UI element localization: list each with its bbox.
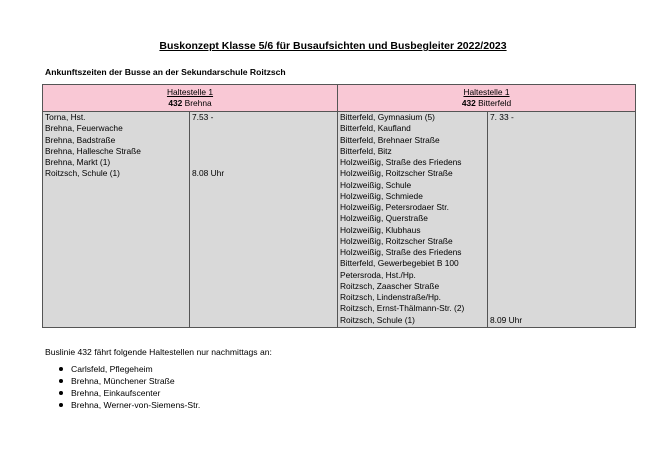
- arrival-time: 7. 33 -: [490, 112, 514, 122]
- stop-name: Holzweißig, Straße des Friedens: [340, 247, 462, 257]
- arrival-time: [490, 146, 633, 157]
- arrival-time: [490, 202, 633, 213]
- afternoon-stops-list: [45, 363, 200, 411]
- right-route-name: Bitterfeld: [478, 98, 512, 108]
- left-route-name: Brehna: [184, 98, 212, 108]
- stop-name: Holzweißig, Straße des Friedens: [340, 157, 462, 167]
- arrival-time: [490, 135, 633, 146]
- bullet-icon: [59, 367, 63, 371]
- arrival-time: 7.53 -: [192, 112, 214, 122]
- document-title: Buskonzept Klasse 5/6 für Busaufsichten und Busbegleiter 2022/2023: [159, 40, 507, 52]
- afternoon-note: Buslinie 432 fährt folgende Haltestellen nur nachmittags an:: [45, 347, 272, 357]
- stop-name: Bitterfeld, Gymnasium (5): [340, 112, 435, 122]
- stop-name: Holzweißig, Petersrodaer Str.: [340, 202, 449, 212]
- arrival-time: [490, 168, 633, 179]
- right-route-number: 432: [461, 98, 476, 108]
- right-stops-cell: [338, 112, 488, 328]
- stop-name: Holzweißig, Roitzscher Straße: [340, 168, 453, 179]
- stop-name: Petersroda, Hst./Hp.: [340, 269, 416, 280]
- left-route-number: 432: [168, 98, 183, 108]
- stop-name: Brehna, Badstraße: [45, 134, 116, 145]
- stop-name: Holzweißig, Schmiede: [340, 190, 423, 201]
- afternoon-stop-name: Carlsfeld, Pflegeheim: [71, 364, 153, 374]
- stop-name: Roitzsch, Schule (1): [45, 168, 120, 179]
- list-item: [45, 399, 200, 411]
- stop-name: Holzweißig, Roitzscher Straße: [340, 235, 453, 246]
- afternoon-stop-name: Brehna, Münchener Straße: [71, 376, 175, 386]
- stop-name: Roitzsch, Zaascher Straße: [340, 280, 440, 291]
- arrival-time: [490, 247, 633, 258]
- stop-name: Bitterfeld, Kaufland: [340, 123, 411, 134]
- arrival-time: [490, 303, 633, 314]
- document-subtitle: Ankunftszeiten der Busse an der Sekundarschule Roitzsch: [45, 67, 286, 77]
- list-item: [45, 375, 200, 387]
- left-time-list: [192, 112, 335, 180]
- stop-name: Bitterfeld, Gewerbegebiet B 100: [340, 258, 459, 269]
- stop-name: Holzweißig, Schule: [340, 179, 412, 190]
- arrival-time: [192, 135, 335, 146]
- arrival-time: [192, 146, 335, 157]
- list-item: [45, 363, 200, 375]
- bullet-icon: [59, 379, 63, 383]
- arrival-time: [490, 213, 633, 224]
- left-stop-list: [45, 112, 187, 180]
- stop-name: Bitterfeld, Bitz: [340, 145, 392, 156]
- right-time-list: [490, 112, 633, 326]
- arrival-time: 8.09 Uhr: [490, 314, 523, 325]
- left-route-header: [43, 85, 338, 112]
- table-header-row: [43, 85, 636, 112]
- arrival-time: [490, 180, 633, 191]
- right-stop-label: Haltestelle 1: [463, 86, 510, 97]
- right-times-cell: [488, 112, 636, 328]
- stop-name: Roitzsch, Ernst-Thälmann-Str. (2): [340, 303, 465, 314]
- arrival-time: [490, 225, 633, 236]
- left-times-cell: [190, 112, 338, 328]
- bullet-icon: [59, 403, 63, 407]
- right-stop-list: [340, 112, 485, 326]
- arrival-time: [192, 123, 335, 134]
- arrival-time: 8.08 Uhr: [192, 168, 225, 179]
- arrival-time: [490, 191, 633, 202]
- stop-name: Holzweißig, Klubhaus: [340, 224, 421, 235]
- stop-name: Torna, Hst.: [45, 112, 86, 122]
- stop-name: Brehna, Feuerwache: [45, 123, 123, 134]
- stop-name: Brehna, Markt (1): [45, 157, 111, 167]
- stop-name: Holzweißig, Querstraße: [340, 213, 428, 224]
- arrival-time: [490, 270, 633, 281]
- bullet-icon: [59, 391, 63, 395]
- arrival-time: [490, 236, 633, 247]
- stop-name: Brehna, Hallesche Straße: [45, 145, 141, 156]
- arrival-time: [490, 123, 633, 134]
- stop-name: Roitzsch, Lindenstraße/Hp.: [340, 292, 442, 302]
- afternoon-stop-name: Brehna, Werner-von-Siemens-Str.: [71, 400, 201, 410]
- left-stop-label: Haltestelle 1: [166, 86, 214, 97]
- arrival-time: [490, 281, 633, 292]
- afternoon-stop-name: Brehna, Einkaufscenter: [71, 388, 161, 398]
- right-route-header: [338, 85, 636, 112]
- table-body-row: [43, 112, 636, 328]
- arrival-time: [490, 292, 633, 303]
- list-item: [45, 387, 200, 399]
- arrival-time: [192, 157, 335, 168]
- stop-name: Roitzsch, Schule (1): [340, 314, 415, 325]
- arrival-time: [490, 258, 633, 269]
- stop-name: Bitterfeld, Brehnaer Straße: [340, 134, 440, 145]
- left-stops-cell: [43, 112, 190, 328]
- arrival-schedule-table: [42, 84, 636, 328]
- arrival-time: [490, 157, 633, 168]
